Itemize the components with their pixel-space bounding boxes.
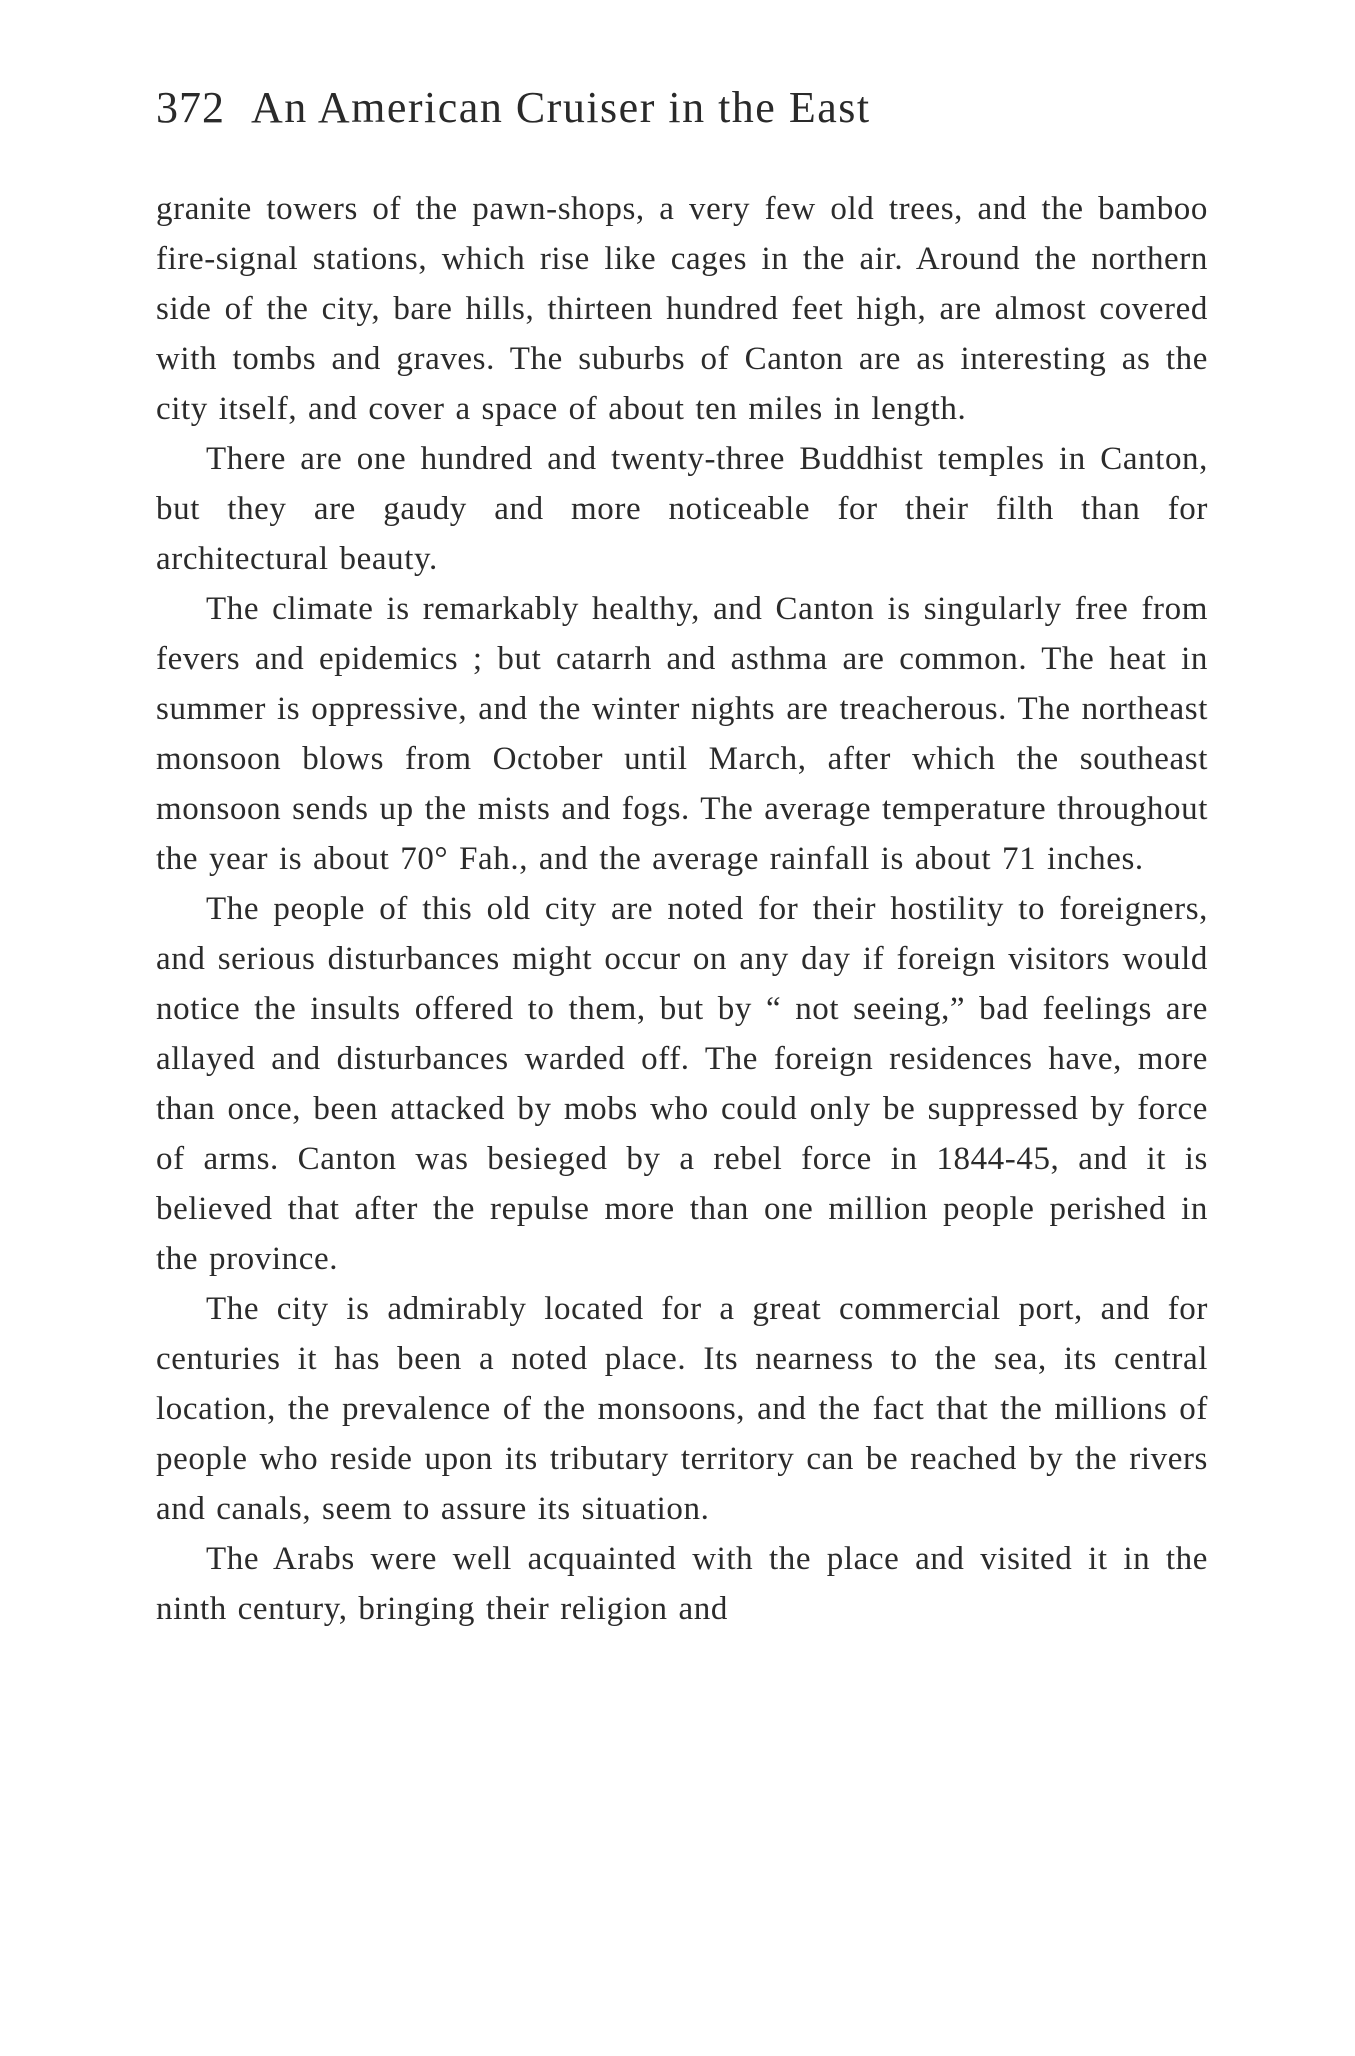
page-number: 372: [156, 83, 225, 132]
running-head: [156, 82, 1206, 152]
paragraph-canton-suburbs: granite towers of the pawn-shops, a very few old trees, and the bamboo fire-signal stations, which rise like cages in the air. Around the northern side of the city, bare hills, thirteen hundred feet high, are almost covered with tombs and graves. The suburbs of Canton are as interesting as the city itself, and cover a space of about ten miles in length.: [156, 191, 1208, 427]
paragraph-commercial-port: The city is admirably located for a great commercial port, and for centuries it has been a noted place. Its nearness to the sea, its central location, the prevalence of the monsoons, and the fact that the millions of people who reside upon its tributary territory can be reached by the rivers and canals, seem to assure its situation.: [156, 1291, 1208, 1527]
paragraph-hostility: The people of this old city are noted for their hostility to foreigners, and serious disturbances might occur on any day if foreign visitors would notice the insults offered to them, but by “ not seeing,” bad feelings are allayed and disturbances warded off. The foreign residences have, more than once, been attacked by mobs who could only be suppressed by force of arms. Canton was besieged by a rebel force in 1844-45, and it is believed that after the repulse more than one million people perished in the province.: [156, 891, 1208, 1277]
running-title: An American Cruiser in the East: [251, 83, 871, 132]
paragraph-climate: The climate is remarkably healthy, and Canton is singularly free from fevers and epidemics ; but catarrh and asthma are common. The heat in summer is oppressive, and the winter nights are treacherous. The northeast monsoon blows from October until March, after which the southeast monsoon sends up the mists and fogs. The average temperature throughout the year is about 70° Fah., and the average rainfall is about 71 inches.: [156, 591, 1208, 877]
body-text: [156, 184, 1208, 1634]
paragraph-arabs: The Arabs were well acquainted with the place and visited it in the ninth century, bringing their religion and: [156, 1541, 1208, 1627]
paragraph-buddhist-temples: There are one hundred and twenty-three Buddhist temples in Canton, but they are gaudy and more noticeable for their filth than for architectural beauty.: [156, 441, 1208, 577]
